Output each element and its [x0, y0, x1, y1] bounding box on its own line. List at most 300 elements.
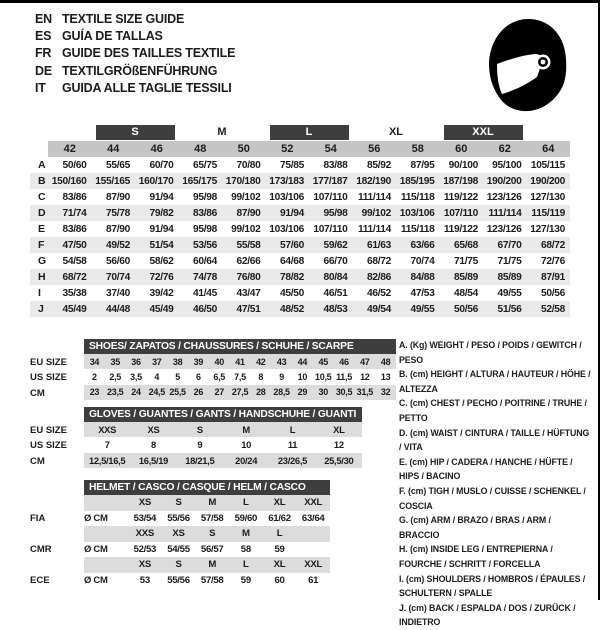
helmet-size-label: M [208, 497, 217, 509]
table-cell: 8 [258, 371, 264, 382]
measurement-value: 43/47 [236, 287, 261, 299]
measurement-value: 119/122 [443, 223, 478, 235]
measurement-value: 105/115 [530, 159, 565, 171]
table-cell: 3,5 [130, 371, 142, 382]
shoes-section-title: SHOES/ ZAPATOS / CHAUSSURES / SCHUHE / SCARPE [84, 339, 396, 354]
table-cell: 31,5 [356, 387, 373, 398]
measurement-value: 150/160 [51, 175, 87, 187]
textile-measurement-table [30, 125, 570, 317]
language-row [35, 27, 235, 44]
legend-item: J. (cm) BACK / ESPALDA / DOS / ZURÜCK / INDIETRO [399, 602, 576, 628]
helmet-table [84, 480, 330, 588]
numeric-size-header: 46 [135, 141, 179, 157]
helmet-value: 59/60 [234, 512, 258, 524]
numeric-size-header: 42 [48, 141, 92, 157]
size-group-s: S [96, 125, 175, 140]
language-row [35, 10, 235, 27]
row-letter: C [38, 191, 46, 203]
table-cell: 11 [287, 439, 298, 451]
helmet-value: 61 [308, 574, 319, 586]
table-row [84, 437, 362, 452]
language-title: TEXTILE SIZE GUIDE [62, 11, 185, 26]
table-cell: 12 [333, 439, 344, 451]
helmet-section-title: HELMET / CASCO / CASQUE / HELM / CASCO [84, 480, 330, 495]
measurement-value: 51/54 [149, 239, 174, 251]
helmet-value: 57/58 [200, 512, 224, 524]
table-cell: 35 [110, 356, 120, 367]
table-cell: 25,5/30 [324, 454, 354, 466]
measurement-value: 45/49 [149, 303, 174, 315]
table-cell: 7,5 [234, 371, 246, 382]
measurement-value: 107/110 [443, 207, 478, 219]
table-cell: 28 [256, 387, 266, 398]
measurement-value: 127/130 [530, 223, 565, 235]
measurement-row [30, 237, 570, 253]
measurement-value: 99/102 [231, 191, 261, 203]
measurement-value: 91/94 [280, 207, 304, 219]
spacer-cell [30, 141, 48, 157]
helmet-size-label: M [241, 528, 250, 540]
helmet-value: 55/56 [167, 512, 190, 524]
table-cell: 6 [196, 371, 201, 382]
table-cell: 16,5/19 [138, 454, 169, 466]
table-cell: 6,5 [213, 371, 225, 382]
legend-item: E. (cm) HIP / CADERA / HANCHE / HÜFTE / HIPS / BACINO [399, 456, 573, 482]
row-label: CM [30, 387, 45, 399]
table-cell: 42 [256, 356, 266, 367]
measurement-row [30, 205, 570, 221]
measurement-value: 75/85 [280, 159, 304, 171]
table-cell: 30,5 [335, 387, 353, 398]
measurement-row [30, 173, 570, 189]
measurement-value: 58/62 [149, 255, 174, 267]
measurement-value: 83/86 [193, 207, 217, 219]
table-cell: 10 [241, 439, 252, 451]
measurement-value: 182/190 [356, 175, 391, 187]
table-cell: 39 [193, 356, 204, 367]
table-cell: 11,5 [336, 371, 352, 382]
measurement-value: 50/56 [541, 287, 565, 299]
helmet-size-label: S [175, 497, 182, 509]
table-cell: 12,5/16,5 [88, 454, 126, 466]
measurement-value: 45/49 [62, 303, 87, 315]
numeric-size-header: 48 [179, 141, 223, 157]
table-cell: 23,5 [107, 387, 124, 398]
measurement-row [30, 269, 570, 285]
helmet-size-label: XS [138, 497, 151, 509]
measurement-value: 70/74 [106, 271, 130, 283]
size-group-xl: XL [388, 126, 404, 138]
row-letter: F [38, 239, 45, 251]
shoes-table [84, 339, 396, 401]
measurement-value: 72/76 [541, 255, 565, 267]
table-cell: 37 [152, 356, 162, 367]
measurement-value: 70/74 [410, 255, 435, 267]
language-title: GUIDE DES TAILLES TEXTILE [62, 46, 236, 61]
measurement-value: 57/60 [280, 239, 304, 251]
gloves-section-title: GLOVES / GUANTES / GANTS / HANDSCHUHE / GUANTI [84, 407, 362, 422]
standard-label: ECE [30, 574, 50, 586]
measurement-value: 45/50 [280, 287, 304, 299]
table-cell: 23/26,5 [277, 454, 308, 466]
language-title-list [35, 10, 235, 97]
measurement-value: 55/65 [106, 159, 130, 171]
helmet-size-label: L [243, 559, 249, 571]
measurement-value: 160/170 [138, 175, 174, 187]
measurement-row [30, 157, 570, 173]
measurement-value: 173/183 [269, 175, 304, 187]
measurement-value: 111/114 [488, 207, 522, 219]
row-label: US SIZE [30, 440, 67, 452]
row-label: CM [30, 455, 45, 467]
table-cell: L [289, 424, 296, 436]
legend-item: C. (cm) CHEST / PECHO / POITRINE / TRUHE / PETTO [399, 398, 587, 423]
size-group-header-row [30, 125, 570, 140]
table-cell: 26 [193, 387, 204, 398]
measurement-value: 60/64 [193, 255, 217, 267]
row-letter: B [38, 175, 46, 187]
measurement-row [30, 189, 570, 205]
measurement-value: 72/76 [149, 271, 174, 283]
helmet-rows [84, 495, 330, 588]
measurement-value: 51/56 [497, 303, 522, 315]
measurement-value: 49/52 [106, 239, 130, 251]
helmet-value: 63/64 [301, 512, 325, 524]
helmet-value: 61/62 [268, 512, 291, 524]
helmet-value: 57/58 [200, 574, 224, 586]
measurement-value: 55/58 [236, 239, 261, 251]
row-letter: J [38, 303, 44, 315]
helmet-section [30, 480, 330, 588]
measurement-value: 78/82 [280, 271, 304, 283]
measurement-value: 68/72 [62, 271, 87, 283]
table-row [84, 369, 396, 384]
measurement-value: 49/55 [410, 303, 435, 315]
measurement-value: 115/118 [400, 223, 435, 235]
measurement-value: 61/63 [367, 239, 391, 251]
measurement-value: 56/60 [106, 255, 130, 267]
legend-item: G. (cm) ARM / BRAZO / BRAS / ARM / BRACCIO [399, 515, 551, 540]
table-cell: 13 [380, 371, 391, 382]
helmet-size-label: XS [172, 528, 185, 540]
table-cell: 36 [131, 356, 141, 367]
measurement-value: 39/42 [149, 287, 174, 299]
measurement-value: 59/62 [323, 239, 348, 251]
measurement-row [30, 285, 570, 301]
row-letter: E [38, 223, 45, 235]
table-cell: 4 [154, 371, 160, 382]
diameter-unit-label: Ø CM [84, 574, 108, 586]
measurement-value: 87/90 [106, 191, 130, 203]
measurement-value: 103/106 [269, 223, 304, 235]
numeric-size-header-row [30, 141, 570, 157]
measurement-value: 65/75 [193, 159, 217, 171]
helmet-size-label: XS [138, 559, 151, 571]
measurement-value: 46/51 [323, 287, 348, 299]
measurement-value: 48/54 [454, 287, 478, 299]
numeric-size-header: 62 [483, 141, 527, 157]
helmet-value-row [84, 573, 330, 589]
diameter-unit-label: Ø CM [84, 543, 108, 555]
measurement-value: 50/60 [62, 159, 87, 171]
table-cell: 40 [214, 356, 224, 367]
measurement-value: 44/48 [106, 303, 130, 315]
language-code: ES [35, 29, 52, 44]
measurement-value: 53/56 [193, 239, 217, 251]
size-group-xxl: XXL [444, 125, 523, 140]
measurement-value: 49/55 [497, 287, 522, 299]
measurement-value: 84/88 [410, 271, 435, 283]
measurement-value: 47/51 [236, 303, 261, 315]
measurement-value: 85/89 [497, 271, 522, 283]
helmet-size-label: XXL [304, 497, 323, 509]
table-cell: 2,5 [109, 371, 121, 382]
measurement-value: 111/114 [357, 191, 391, 203]
table-cell: 44 [297, 356, 308, 367]
row-letter: I [38, 287, 41, 299]
measurement-value: 95/98 [193, 223, 217, 235]
measurement-value: 87/91 [541, 271, 565, 283]
table-cell: 10 [297, 371, 308, 382]
measurement-value: 46/50 [193, 303, 217, 315]
measurement-value: 65/68 [454, 239, 478, 251]
shoes-rows [84, 354, 396, 400]
numeric-size-header: 58 [396, 141, 440, 157]
measurement-value: 190/200 [486, 175, 522, 187]
table-cell: 24,5 [148, 387, 165, 398]
racing-helmet-icon [486, 17, 568, 118]
gloves-section [30, 407, 362, 469]
legend-item: I. (cm) SHOULDERS / HOMBROS / ÉPAULES / SCHULTERN / SPALLE [399, 573, 586, 599]
table-cell: 45 [318, 356, 328, 367]
measurement-value: 67/70 [497, 239, 522, 251]
measurement-value: 190/200 [530, 175, 565, 187]
legend-item: D. (cm) WAIST / CINTURA / TAILLE / HÜFTUNG / VITA [399, 427, 590, 453]
measurement-value: 47/50 [62, 239, 87, 251]
measurement-value: 123/126 [486, 191, 522, 203]
language-row [35, 45, 235, 62]
measurement-value: 111/114 [357, 223, 391, 235]
measurement-value: 71/75 [497, 255, 522, 267]
table-cell: 28,5 [273, 387, 290, 398]
measurement-value: 71/75 [454, 255, 478, 267]
measurement-value: 71/74 [62, 207, 87, 219]
measurement-value: 95/98 [323, 207, 348, 219]
table-cell: 23 [89, 387, 100, 398]
measurement-value: 63/66 [410, 239, 435, 251]
measurement-value: 50/56 [454, 303, 478, 315]
measurement-row [30, 301, 570, 317]
table-cell: 24 [131, 387, 141, 398]
shoes-section [30, 339, 396, 401]
table-cell: M [242, 424, 250, 436]
language-code: DE [35, 63, 52, 78]
measurement-value: 76/80 [236, 271, 261, 283]
measurement-value: 103/106 [399, 207, 435, 219]
measurement-value: 87/90 [236, 207, 261, 219]
standard-label: FIA [30, 512, 46, 524]
row-label: EU SIZE [30, 425, 67, 436]
standard-label: CMR [30, 543, 52, 555]
row-label: US SIZE [30, 372, 67, 384]
table-cell: 47 [360, 356, 370, 367]
table-cell: 30 [318, 387, 328, 398]
helmet-standard-labels [30, 480, 84, 588]
measurement-value: 187/198 [443, 175, 478, 187]
measurement-value: 107/110 [313, 223, 348, 235]
measurement-value: 165/175 [182, 175, 217, 187]
measurement-value: 155/165 [95, 175, 130, 187]
measurement-value: 87/90 [106, 223, 130, 235]
helmet-size-label: L [243, 497, 249, 509]
measurement-row [30, 253, 570, 269]
table-cell: 27 [214, 387, 224, 398]
measurement-value: 99/102 [231, 223, 261, 235]
measurement-legend [399, 338, 593, 630]
helmet-size-label: L [276, 528, 283, 540]
numeric-size-header: 50 [222, 141, 266, 157]
table-cell: 27,5 [231, 387, 249, 398]
table-cell: 29 [297, 387, 308, 398]
table-row [84, 385, 396, 400]
language-code: FR [35, 46, 52, 61]
measurement-value: 80/84 [323, 271, 348, 283]
measurement-value: 185/195 [399, 175, 435, 187]
measurement-value: 177/187 [312, 175, 348, 187]
measurement-value: 115/118 [400, 191, 435, 203]
language-code: IT [35, 81, 46, 96]
table-cell: XL [333, 424, 345, 436]
measurement-value: 49/54 [367, 303, 391, 315]
helmet-value: 59 [274, 543, 285, 555]
helmet-value: 56/57 [200, 543, 224, 555]
measurement-value: 91/94 [149, 223, 174, 235]
numeric-size-header: 54 [309, 141, 353, 157]
measurement-value: 37/40 [106, 287, 130, 299]
measurement-value: 90/100 [448, 159, 478, 171]
shoes-row-labels [30, 339, 84, 401]
table-cell: 5 [175, 371, 180, 382]
table-cell: 43 [276, 356, 287, 367]
measurement-value: 62/66 [236, 255, 261, 267]
measurement-value: 95/100 [492, 159, 522, 171]
measurement-value: 95/98 [193, 191, 217, 203]
legend-item: H. (cm) INSIDE LEG / ENTREPIERNA / FOURCHE / SCHRITT / FORCELLA [399, 544, 553, 569]
measurement-value: 99/102 [361, 207, 391, 219]
numeric-size-header: 56 [353, 141, 397, 157]
legend-item: A. (Kg) WEIGHT / PESO / POIDS / GEWITCH / PESO [399, 340, 582, 365]
table-row [84, 453, 362, 468]
table-cell: XXS [98, 424, 117, 436]
measurement-value: 79/82 [149, 207, 174, 219]
measurement-value: 60/70 [149, 159, 174, 171]
table-cell: 48 [380, 356, 391, 367]
measurement-value: 70/80 [236, 159, 261, 171]
size-group-l: L [270, 125, 349, 140]
measurement-value: 64/68 [280, 255, 304, 267]
helmet-value-row [84, 511, 330, 527]
size-group-m: M [217, 126, 227, 138]
measurement-value: 48/52 [280, 303, 304, 315]
helmet-size-row [84, 526, 330, 542]
measurement-row [30, 221, 570, 237]
table-cell: 38 [172, 356, 183, 367]
diameter-unit-label: Ø CM [84, 512, 108, 524]
measurement-value: 68/72 [367, 255, 391, 267]
table-cell: 2 [92, 371, 97, 382]
table-cell: 18/21,5 [185, 454, 215, 466]
measurement-value: 170/180 [225, 175, 261, 187]
table-cell: 9 [197, 439, 203, 451]
table-cell: 32 [380, 387, 391, 398]
measurement-value: 91/94 [149, 191, 174, 203]
language-title: GUIDA ALLE TAGLIE TESSILI [62, 81, 232, 96]
table-cell: 10,5 [315, 371, 332, 382]
row-letter: D [38, 207, 46, 219]
table-cell: XS [147, 424, 160, 436]
measurement-value: 85/92 [367, 159, 391, 171]
helmet-size-label: XL [273, 559, 286, 571]
legend-item: F. (cm) TIGH / MUSLO / CUISSE / SCHENKEL / COSCIA [399, 485, 586, 511]
measurement-value: 66/70 [323, 255, 348, 267]
row-label: EU SIZE [30, 357, 67, 368]
table-cell: S [196, 424, 203, 436]
measurement-value: 82/86 [367, 271, 391, 283]
gloves-rows [84, 422, 362, 468]
helmet-value: 53/54 [133, 512, 157, 524]
table-cell: 34 [89, 356, 100, 367]
measurement-value: 47/53 [410, 287, 435, 299]
measurement-value: 103/106 [269, 191, 304, 203]
row-letter: A [38, 159, 46, 171]
table-cell: 8 [151, 439, 156, 451]
helmet-size-label: S [175, 559, 182, 571]
table-cell: 7 [104, 439, 110, 451]
helmet-value: 60 [274, 574, 285, 586]
helmet-size-label: XL [273, 497, 286, 509]
table-cell: 9 [279, 371, 284, 382]
table-cell: 46 [339, 356, 349, 367]
measurement-value: 87/95 [410, 159, 435, 171]
language-title: GUÍA DE TALLAS [62, 29, 163, 44]
helmet-value: 52/53 [133, 543, 157, 555]
measurement-value: 54/58 [62, 255, 87, 267]
measurement-rows [30, 157, 570, 317]
helmet-size-row [84, 557, 330, 573]
measurement-value: 115/119 [531, 207, 565, 219]
row-letter: H [38, 271, 46, 283]
measurement-value: 83/88 [323, 159, 348, 171]
helmet-value: 55/56 [167, 574, 190, 586]
gloves-row-labels [30, 407, 84, 469]
table-cell: 12 [360, 371, 370, 382]
measurement-value: 75/78 [106, 207, 130, 219]
measurement-value: 41/45 [193, 287, 217, 299]
helmet-size-label: S [209, 528, 216, 540]
numeric-size-header: 52 [266, 141, 310, 157]
measurement-value: 85/89 [454, 271, 478, 283]
table-row [84, 422, 362, 437]
table-row [84, 354, 396, 369]
table-cell: 41 [235, 356, 245, 367]
helmet-value: 53 [139, 574, 150, 586]
helmet-size-label: XXS [135, 528, 154, 540]
measurement-value: 123/126 [486, 223, 522, 235]
measurement-value: 52/58 [541, 303, 565, 315]
legend-item: B. (cm) HEIGHT / ALTURA / HAUTEUR / HÖHE / ALTEZZA [399, 369, 591, 394]
measurement-value: 83/86 [62, 223, 87, 235]
helmet-size-label: XXL [304, 559, 323, 571]
